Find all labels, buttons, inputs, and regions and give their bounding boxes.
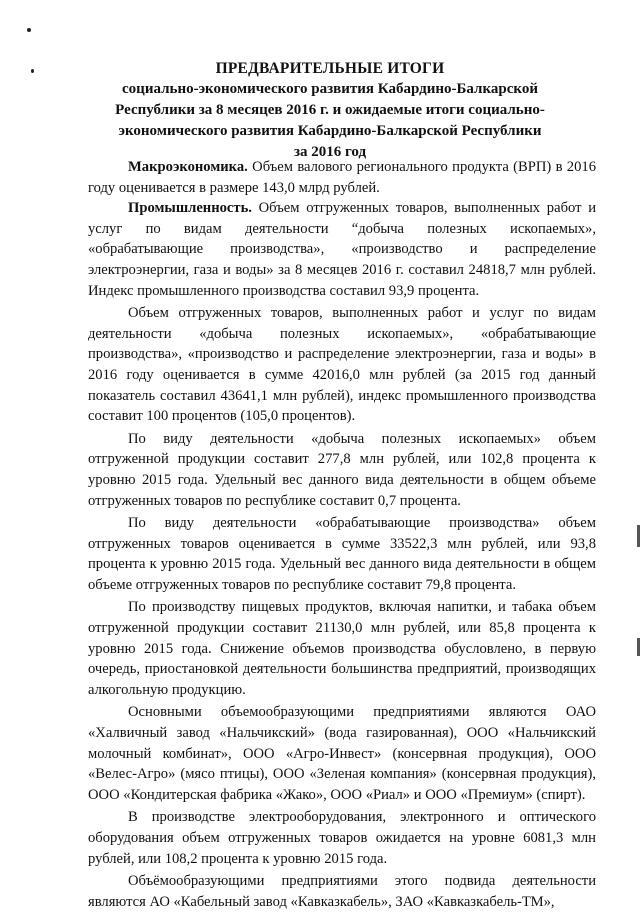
scan-speck	[31, 69, 34, 73]
document-subtitle-line: экономического развития Кабардино-Балкарской Республики	[118, 123, 542, 139]
paragraph	[88, 597, 596, 700]
paragraph-lead: Макроэкономика.	[128, 159, 248, 175]
paragraph-macroeconomics	[88, 157, 596, 198]
document-subtitle-line: за 2016 год	[293, 144, 367, 160]
paragraph	[88, 303, 596, 427]
paragraph	[88, 702, 596, 805]
paragraph-text: Объем отгруженных товаров, выполненных работ и услуг по видам деятельности «добыча полезных ископаемых», «обрабатывающие производства», «производство и распределение электроэнергии, газа и воды» в 2016 году оценивается в сумме 42016,0 млн рублей (за 2015 год данный показатель составил 43641,1 млн рублей), индекс промышленного производства составит 100 процентов (105,0 процентов).	[88, 305, 596, 425]
paragraph-text: В производстве электрооборудования, электронного и оптического оборудования объем отгруженных товаров ожидается на уровне 6081,3 млн рублей, или 108,2 процента к уровню 2015 года.	[88, 809, 596, 867]
paragraph	[88, 807, 596, 869]
scan-speck	[27, 28, 31, 32]
document-body	[88, 157, 596, 912]
document-title: ПРЕДВАРИТЕЛЬНЫЕ ИТОГИ	[215, 60, 445, 77]
document-subtitle-line: социально-экономического развития Кабардино-Балкарской	[122, 81, 538, 97]
paragraph-text: Основными объемообразующими предприятиями являются ОАО «Халвичный завод «Нальчикский» (вода газированная), ООО «Нальчикский молочный комбинат», ООО «Агро-Инвест» (консервная продукция), ООО «Велес-Агро» (мясо птицы), ООО «Зеленая компания» (консервная продукция), ООО «Кондитерская фабрика «Жако», ООО «Риал» и ООО «Премиум» (спирт).	[88, 704, 596, 803]
document-subtitle-line: Республики за 8 месяцев 2016 г. и ожидаемые итоги социально-	[115, 102, 545, 118]
paragraph-text: По производству пищевых продуктов, включая напитки, и табака объем отгруженной продукции составит 21130,0 млн рублей, или 85,8 процента к уровню 2015 года. Снижение объемов производства обусловлено, в первую очередь, приостановкой деятельности большинства предприятий, производящих алкогольную продукцию.	[88, 599, 596, 698]
paragraph-text: Объем валового регионального продукта (ВРП) в 2016 году оценивается в размере 143,0 млрд рублей.	[88, 159, 596, 196]
paragraph	[88, 871, 596, 912]
paragraph-industry	[88, 198, 596, 301]
paragraph-text: Объем отгруженных товаров, выполненных работ и услуг по видам деятельности “добыча полезных ископаемых», «обрабатывающие производства», «производство и распределение электроэнергии, газа и воды» за 8 месяцев 2016 г. составил 24818,7 млн рублей. Индекс промышленного производства составил 93,9 процента.	[88, 200, 596, 299]
paragraph-text: Объёмообразующими предприятиями этого подвида деятельности являются АО «Кабельный завод «Кавказкабель», ЗАО «Кавказкабель-ТМ»,	[88, 873, 596, 910]
document-title-block	[60, 58, 600, 163]
paragraph-text: По виду деятельности «обрабатывающие производства» объем отгруженных товаров оценивается в сумме 33522,3 млн рублей, или 93,8 процента к уровню 2015 года. Удельный вес данного вида деятельности в общем объеме отгруженных товаров по республике составит 79,8 процента.	[88, 515, 596, 593]
paragraph-lead: Промышленность.	[128, 200, 252, 217]
paragraph	[88, 513, 596, 595]
paragraph	[88, 429, 596, 511]
paragraph-text: По виду деятельности «добыча полезных ископаемых» объем отгруженной продукции составит 277,8 млн рублей, или 102,8 процента к уровню 2015 года. Удельный вес данного вида деятельности в общем объеме отгруженных товаров по республике составит 0,7 процента.	[88, 430, 596, 509]
